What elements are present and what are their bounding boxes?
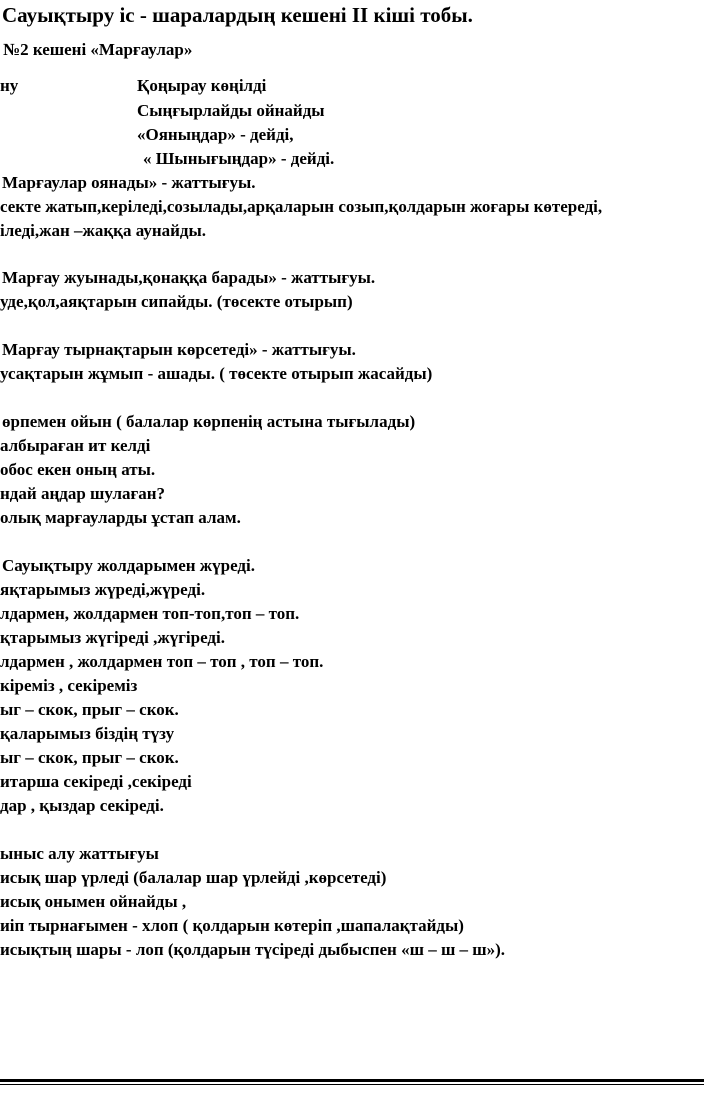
footer-rule-thin	[0, 1084, 704, 1085]
exercise-line: исық шар үрледі (балалар шар үрлейді ,көрсетеді)	[0, 868, 387, 887]
exercise-line: қтарымыз жүгіреді ,жүгіреді.	[0, 628, 226, 647]
exercise-heading: өрпемен ойын ( балалар көрпенің астына тығылады)	[2, 412, 416, 431]
exercise-line: дар , қыздар секіреді.	[0, 796, 164, 815]
exercise-line: уде,қол,аяқтарын сипайды. (төсекте отырып)	[0, 292, 353, 311]
exercise-line: усақтарын жұмып - ашады. ( төсекте отырып жасайды)	[0, 364, 433, 383]
exercise-heading: Марғау жуынады,қонаққа барады» - жаттығуы.	[2, 268, 376, 287]
complex-heading: №2 кешені «Марғаулар»	[3, 40, 193, 59]
document-title: Сауықтыру іс - шаралардың кешені II кіші тобы.	[2, 3, 473, 27]
poem-line: Сыңғырлайды ойнайды	[137, 101, 325, 120]
footer-rule	[0, 1079, 704, 1082]
exercise-line: албыраған ит келді	[0, 436, 151, 455]
exercise-line: исық онымен ойнайды ,	[0, 892, 187, 911]
exercise-line: исықтың шары - лоп (қолдарын түсіреді дыбыспен «ш – ш – ш»).	[0, 940, 506, 959]
exercise-line: лдармен, жолдармен топ-топ,топ – топ.	[0, 604, 300, 623]
exercise-line: ндай аңдар шулаған?	[0, 484, 166, 503]
poem-line: Қоңырау көңілді	[137, 76, 267, 95]
exercise-line: қаларымыз біздің түзу	[0, 724, 175, 743]
exercise-line: олық марғауларды ұстап алам.	[0, 508, 241, 527]
exercise-line: обос екен оның аты.	[0, 460, 156, 479]
poem-line: «Ояныңдар» - дейді,	[137, 125, 294, 144]
exercise-heading: Сауықтыру жолдарымен жүреді.	[2, 556, 255, 575]
exercise-line: ыг – скок, прыг – скок.	[0, 748, 179, 767]
exercise-line: иіп тырнағымен - хлоп ( қолдарын көтеріп ,шапалақтайды)	[0, 916, 464, 935]
exercise-line: лдармен , жолдармен топ – топ , топ – топ.	[0, 652, 324, 671]
poem-line-left: ну	[0, 76, 19, 95]
exercise-line: итарша секіреді ,секіреді	[0, 772, 192, 791]
exercise-heading: Марғаулар оянады» - жаттығуы.	[2, 173, 256, 192]
exercise-line: секте жатып,керіледі,созылады,арқаларын созып,қолдарын жоғары көтереді,	[0, 197, 603, 216]
exercise-heading: Марғау тырнақтарын көрсетеді» - жаттығуы.	[2, 340, 356, 359]
exercise-line: кіреміз , секіреміз	[0, 676, 138, 695]
exercise-line: іледі,жан –жаққа аунайды.	[0, 221, 207, 240]
exercise-line: яқтарымыз жүреді,жүреді.	[0, 580, 206, 599]
exercise-heading: ыныс алу жаттығуы	[0, 844, 159, 863]
poem-line: « Шынығыңдар» - дейді.	[143, 149, 335, 168]
exercise-line: ыг – скок, прыг – скок.	[0, 700, 179, 719]
